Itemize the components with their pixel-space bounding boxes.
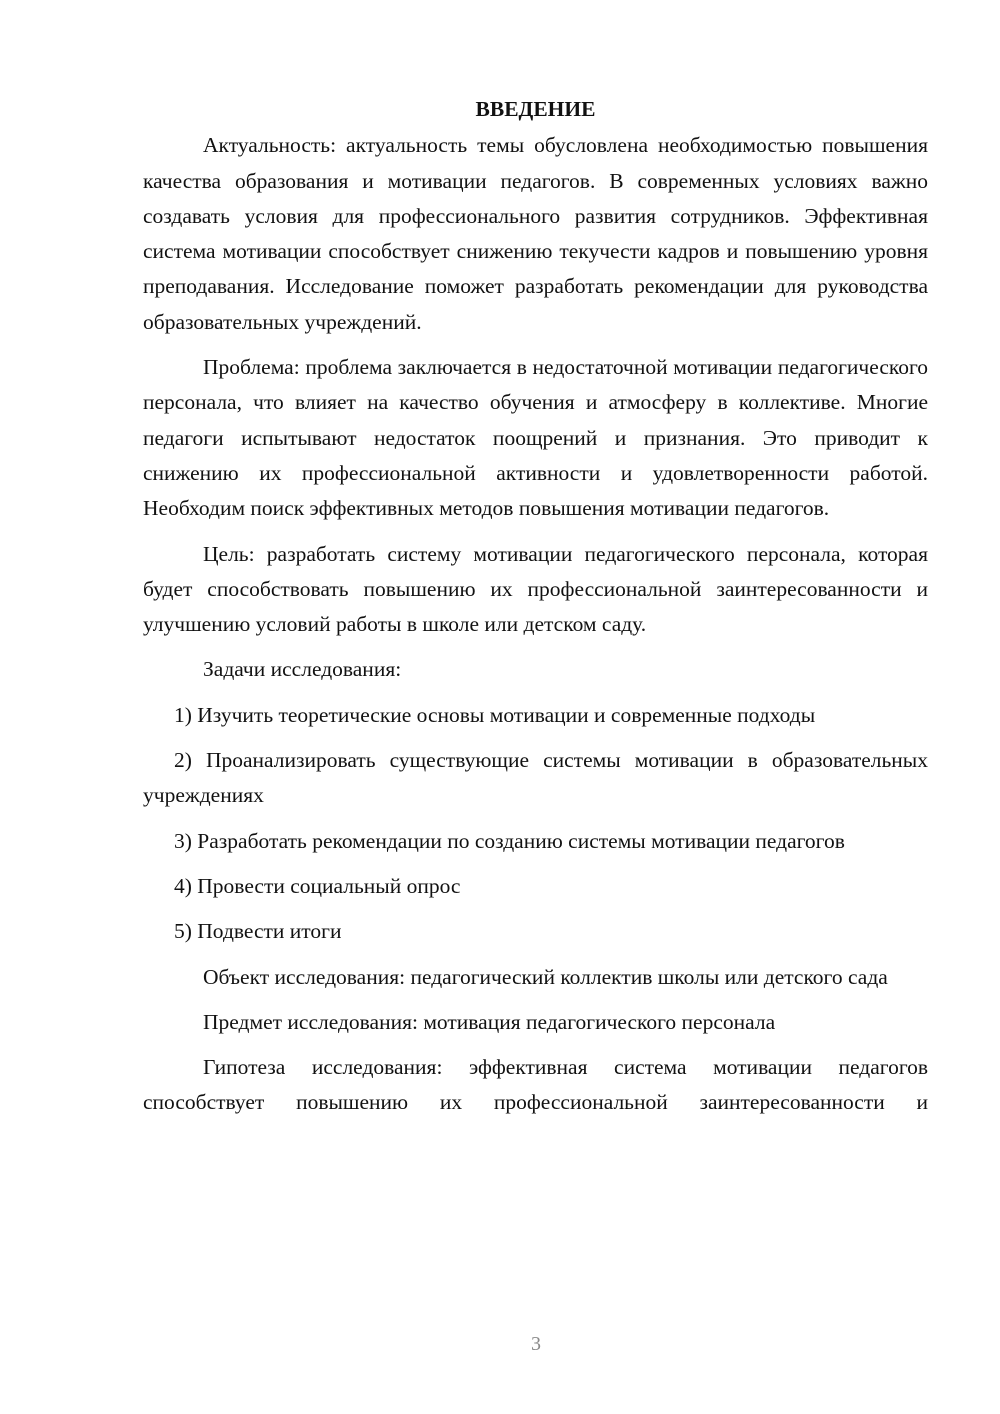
page-content [143,92,928,1121]
problem-paragraph: Проблема: проблема заключается в недостаточной мотивации педагогического персонала, что влияет на качество обучения и атмосферу в коллективе. Многие педагоги испытывают недостаток поощрений и признания. Это приводит к снижению их профессиональной активности и удовлетворенности работой. Необходим поиск эффективных методов повышения мотивации педагогов. [143,355,928,521]
task-item-4: 4) Провести социальный опрос [174,873,461,898]
section-heading: ВВЕДЕНИЕ [475,97,596,121]
hypothesis-paragraph: Гипотеза исследования: эффективная система мотивации педагогов способствует повышению их профессиональной заинтересованности и [143,1055,928,1115]
tasks-title: Задачи исследования: [203,657,402,682]
task-item-1: 1) Изучить теоретические основы мотивации и современные подходы [174,702,816,727]
task-item-3: 3) Разработать рекомендации по созданию системы мотивации педагогов [174,828,845,853]
object-paragraph: Объект исследования: педагогический коллектив школы или детского сада [203,964,888,989]
goal-paragraph: Цель: разработать систему мотивации педагогического персонала, которая будет способствовать повышению их профессиональной заинтересованности и улучшению условий работы в школе или детском саду. [143,541,928,637]
subject-paragraph: Предмет исследования: мотивация педагогического персонала [203,1009,776,1034]
task-item-2: 2) Проанализировать существующие системы мотивации в образовательных учреждениях [143,748,928,808]
page-number: 3 [531,1333,541,1355]
task-item-5: 5) Подвести итоги [174,919,342,944]
relevance-paragraph: Актуальность: актуальность темы обусловлена необходимостью повышения качества образования и мотивации педагогов. В современных условиях важно создавать условия для профессионального развития сотрудников. Эффективная система мотивации способствует снижению текучести кадров и повышению уровня преподавания. Исследование поможет разработать рекомендации для руководства образовательных учреждений. [143,133,928,334]
